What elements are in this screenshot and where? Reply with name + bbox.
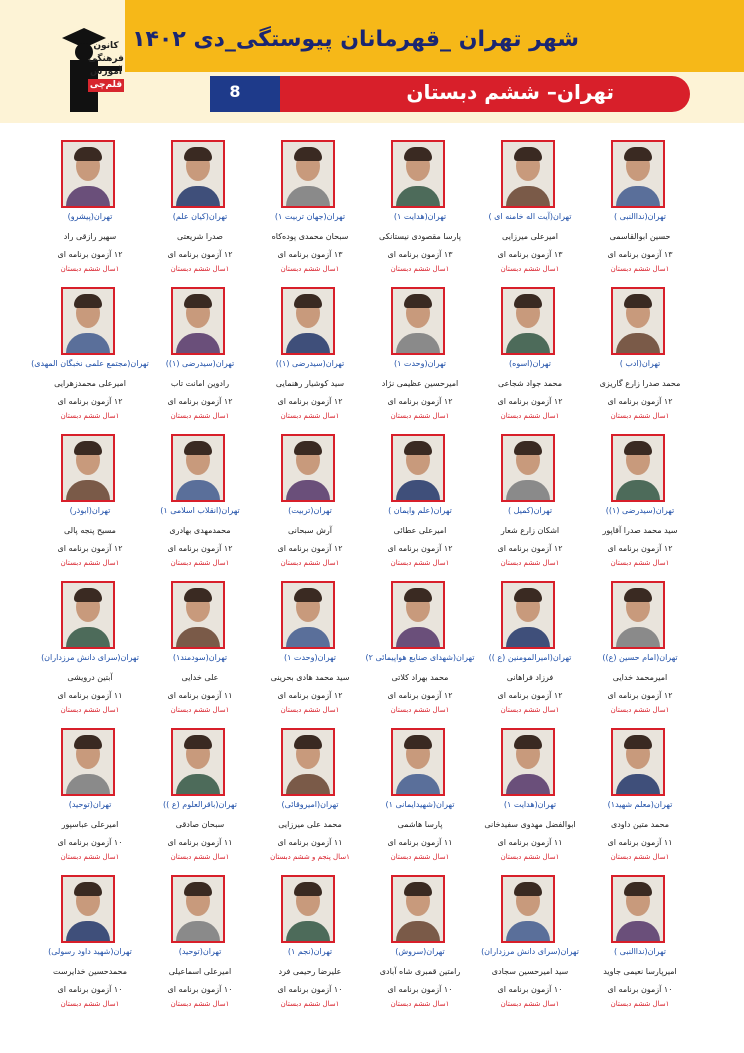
- student-name: محمد متین داودی: [610, 820, 670, 829]
- student-name: محمد بهراد کلاتی: [391, 673, 449, 682]
- logo-line: کانون: [93, 41, 119, 51]
- student-photo: [171, 728, 225, 796]
- page-number-bar: [210, 76, 280, 112]
- student-photo: [501, 434, 555, 502]
- school-name: تهران(ندا‌النبی ): [613, 212, 666, 221]
- student-photo: [281, 434, 335, 502]
- student-card: [140, 140, 260, 280]
- exam-count: ۱۲ آزمون برنامه ای: [607, 397, 673, 406]
- exam-count: ۱۲ آزمون برنامه ای: [387, 691, 453, 700]
- exam-count: ۱۲ آزمون برنامه ای: [167, 544, 233, 553]
- grade-label: ۱سال ششم دبستان: [60, 265, 120, 273]
- student-card: [30, 581, 150, 721]
- student-photo: [281, 875, 335, 943]
- grade-label: ۱سال ششم دبستان: [390, 853, 450, 861]
- grade-label: ۱سال ششم دبستان: [500, 706, 560, 714]
- student-photo: [391, 140, 445, 208]
- grade-label: ۱سال ششم دبستان: [610, 265, 670, 273]
- grade-label: ۱سال ششم دبستان: [390, 706, 450, 714]
- logo-line: فرهنگی: [88, 54, 124, 64]
- student-card: [250, 287, 370, 427]
- student-card: [360, 140, 480, 280]
- school-name: تهران(نجم ۱): [287, 947, 333, 956]
- student-card: [470, 287, 590, 427]
- grade-label: ۱سال ششم دبستان: [60, 1000, 120, 1008]
- grade-label: ۱سال ششم دبستان: [390, 1000, 450, 1008]
- school-name: تهران(پیشرو): [67, 212, 113, 221]
- student-photo: [171, 140, 225, 208]
- grade-label: ۱سال ششم دبستان: [170, 265, 230, 273]
- school-name: تهران(باقرالعلوم (ع )): [163, 800, 237, 809]
- exam-count: ۱۲ آزمون برنامه ای: [387, 544, 453, 553]
- student-photo: [501, 287, 555, 355]
- school-name: تهران(تربیت): [288, 506, 332, 515]
- student-name: امیرعلی عطائی: [393, 526, 447, 535]
- grade-label: ۱سال ششم دبستان: [390, 265, 450, 273]
- student-card: [30, 140, 150, 280]
- exam-count: ۱۳ آزمون برنامه ای: [607, 250, 673, 259]
- school-name: تهران(علم وایمان ): [388, 506, 452, 515]
- exam-count: ۱۲ آزمون برنامه ای: [497, 544, 563, 553]
- student-card: [30, 728, 150, 868]
- student-photo: [61, 875, 115, 943]
- student-name: امیرعلی محمدزهرایی: [54, 379, 126, 388]
- grade-label: ۱سال ششم دبستان: [500, 412, 560, 420]
- exam-count: ۱۰ آزمون برنامه ای: [57, 838, 123, 847]
- student-card: [360, 581, 480, 721]
- school-name: تهران(معلم شهید۱): [607, 800, 673, 809]
- student-card: [360, 434, 480, 574]
- grade-label: ۱سال ششم دبستان: [60, 706, 120, 714]
- school-name: تهران(ابوذر): [69, 506, 111, 515]
- school-name: تهران(امیرالمومنین (ع )): [488, 653, 572, 662]
- student-photo: [611, 875, 665, 943]
- student-card: [580, 581, 700, 721]
- grade-label: ۱سال ششم دبستان: [390, 412, 450, 420]
- student-card: [580, 875, 700, 1015]
- grade-label: ۱سال ششم دبستان: [610, 412, 670, 420]
- student-card: [470, 140, 590, 280]
- exam-count: ۱۲ آزمون برنامه ای: [57, 397, 123, 406]
- exam-count: ۱۳ آزمون برنامه ای: [387, 250, 453, 259]
- exam-count: ۱۰ آزمون برنامه ای: [497, 985, 563, 994]
- student-card: [580, 140, 700, 280]
- exam-count: ۱۰ آزمون برنامه ای: [57, 985, 123, 994]
- student-name: محمد علی میرزایی: [278, 820, 342, 829]
- student-name: امیرعلی اسماعیلی: [168, 967, 232, 976]
- student-photo: [171, 434, 225, 502]
- student-photo: [281, 728, 335, 796]
- exam-count: ۱۳ آزمون برنامه ای: [277, 250, 343, 259]
- exam-count: ۱۲ آزمون برنامه ای: [167, 250, 233, 259]
- student-name: رامتین قمبری شاه آبادی: [379, 967, 461, 976]
- student-photo: [501, 140, 555, 208]
- school-name: تهران(جهان تربیت ۱): [274, 212, 346, 221]
- student-name: مسیح پنجه پالی: [64, 526, 116, 535]
- exam-count: ۱۰ آزمون برنامه ای: [607, 985, 673, 994]
- student-card: [140, 875, 260, 1015]
- student-photo: [391, 287, 445, 355]
- student-card: [470, 875, 590, 1015]
- school-name: تهران(سیدرضی (۱)): [275, 359, 345, 368]
- student-name: سهیر رازقی راد: [63, 232, 117, 241]
- student-photo: [611, 581, 665, 649]
- grade-label: ۱سال ششم دبستان: [390, 559, 450, 567]
- student-name: محمد صدرا زارع گاریزی: [599, 379, 681, 388]
- grade-label: ۱سال ششم دبستان: [60, 853, 120, 861]
- student-card: [30, 434, 150, 574]
- exam-count: ۱۲ آزمون برنامه ای: [57, 544, 123, 553]
- logo-line: قلم‌چی: [89, 80, 123, 90]
- exam-count: ۱۱ آزمون برنامه ای: [497, 838, 563, 847]
- student-photo: [171, 875, 225, 943]
- student-name: سید امیرحسین سجادی: [491, 967, 569, 976]
- student-card: [470, 434, 590, 574]
- school-name: تهران(سروش): [395, 947, 445, 956]
- grade-label: ۱سال ششم دبستان: [170, 1000, 230, 1008]
- exam-count: ۱۲ آزمون برنامه ای: [277, 397, 343, 406]
- student-photo: [391, 434, 445, 502]
- student-card: [470, 728, 590, 868]
- grade-label: ۱سال ششم دبستان: [500, 559, 560, 567]
- grade-label: ۱سال ششم دبستان: [610, 706, 670, 714]
- exam-count: ۱۱ آزمون برنامه ای: [57, 691, 123, 700]
- student-name: رادوین امانت تاب: [170, 379, 230, 388]
- grade-label: ۱سال ششم دبستان: [280, 706, 340, 714]
- grade-label: ۱سال ششم دبستان: [280, 412, 340, 420]
- student-name: سید کوشیار رهنمایی: [275, 379, 345, 388]
- school-name: تهران(ادب ): [619, 359, 661, 368]
- student-name: صدرا شریعتی: [177, 232, 223, 241]
- school-name: تهران(سیدرضی (۱)): [165, 359, 235, 368]
- school-name: تهران(وحدت ۱): [393, 359, 447, 368]
- student-name: آبتین درویشی: [67, 673, 113, 682]
- student-card: [470, 581, 590, 721]
- student-name: محمدمهدی بهادری: [169, 526, 231, 535]
- school-name: تهران(اسوه): [509, 359, 551, 368]
- exam-count: ۱۱ آزمون برنامه ای: [387, 838, 453, 847]
- section-title: تهران– ششم دبستان: [406, 80, 614, 104]
- grade-label: ۱سال ششم دبستان: [170, 853, 230, 861]
- student-photo: [171, 287, 225, 355]
- student-photo: [61, 581, 115, 649]
- grade-label: ۱سال ششم دبستان: [280, 265, 340, 273]
- student-name: محمد جواد شجاعی: [498, 379, 562, 388]
- exam-count: ۱۲ آزمون برنامه ای: [497, 691, 563, 700]
- student-photo: [611, 434, 665, 502]
- grade-label: ۱سال ششم دبستان: [610, 1000, 670, 1008]
- student-name: علیرضا رحیمی فرد: [278, 967, 342, 976]
- exam-count: ۱۰ آزمون برنامه ای: [167, 985, 233, 994]
- exam-count: ۱۲ آزمون برنامه ای: [387, 397, 453, 406]
- student-name: آرش سبحانی: [287, 526, 332, 535]
- logo-line: آموزش: [90, 67, 122, 77]
- student-name: امیرعلی عباسپور: [61, 820, 119, 829]
- student-card: [140, 287, 260, 427]
- student-photo: [281, 140, 335, 208]
- school-name: تهران(سرای دانش مرزداران): [41, 653, 139, 662]
- student-photo: [61, 728, 115, 796]
- student-name: امیرعلی میرزایی: [501, 232, 559, 241]
- school-name: تهران(مجتمع علمی نخبگان المهدی): [31, 359, 149, 368]
- exam-count: ۱۲ آزمون برنامه ای: [57, 250, 123, 259]
- student-card: [250, 728, 370, 868]
- school-name: تهران(هدایت ۱): [503, 800, 557, 809]
- student-name: سید محمد صدرا آقاپور: [602, 526, 678, 535]
- logo-wordmark: [86, 40, 126, 92]
- exam-count: ۱۲ آزمون برنامه ای: [167, 397, 233, 406]
- student-card: [360, 728, 480, 868]
- student-card: [360, 287, 480, 427]
- exam-count: ۱۲ آزمون برنامه ای: [497, 397, 563, 406]
- school-name: تهران(آیت اله خامنه ای ): [488, 212, 572, 221]
- grade-label: ۱سال ششم دبستان: [500, 853, 560, 861]
- grade-label: ۱سال ششم دبستان: [610, 559, 670, 567]
- school-name: تهران(وحدت ۱): [283, 653, 337, 662]
- student-photo: [501, 728, 555, 796]
- school-name: تهران(هدایت ۱): [393, 212, 447, 221]
- exam-count: ۱۲ آزمون برنامه ای: [277, 691, 343, 700]
- student-name: پارسا هاشمی: [397, 820, 443, 829]
- student-name: سبحان صادقی: [175, 820, 225, 829]
- student-card: [250, 875, 370, 1015]
- exam-count: ۱۰ آزمون برنامه ای: [277, 985, 343, 994]
- grade-label: ۱سال ششم دبستان: [170, 412, 230, 420]
- school-name: تهران(شهیدایمانی ۱): [385, 800, 455, 809]
- grade-label: ۱سال ششم دبستان: [170, 559, 230, 567]
- student-photo: [61, 140, 115, 208]
- student-card: [580, 434, 700, 574]
- student-photo: [61, 287, 115, 355]
- student-photo: [61, 434, 115, 502]
- student-name: امیرحسین عظیمی نژاد: [381, 379, 459, 388]
- school-name: تهران(سرای دانش مرزداران): [481, 947, 579, 956]
- student-name: امیرمحمد خدایی: [612, 673, 668, 682]
- student-card: [140, 434, 260, 574]
- school-name: تهران(شهدای صنایع هواپیمائی ۲): [365, 653, 475, 662]
- student-name: امیرپارسا نعیمی جاوید: [603, 967, 677, 976]
- student-photo: [611, 287, 665, 355]
- student-photo: [391, 728, 445, 796]
- school-name: تهران(توحید): [68, 800, 112, 809]
- student-card: [250, 140, 370, 280]
- grade-label: ۱سال ششم دبستان: [60, 412, 120, 420]
- grade-label: ۱سال ششم دبستان: [500, 1000, 560, 1008]
- student-name: فرزاد فراهانی: [506, 673, 554, 682]
- grade-label: ۱سال ششم دبستان: [170, 706, 230, 714]
- page-number: 8: [229, 82, 241, 101]
- school-name: تهران(امام حسین (ع)): [602, 653, 678, 662]
- school-name: تهران(امیروقائی): [281, 800, 339, 809]
- student-card: [140, 581, 260, 721]
- student-name: محمدحسین خدایرست: [53, 967, 127, 976]
- grade-label: ۱سال ششم دبستان: [610, 853, 670, 861]
- student-card: [360, 875, 480, 1015]
- exam-count: ۱۲ آزمون برنامه ای: [607, 691, 673, 700]
- exam-count: ۱۳ آزمون برنامه ای: [497, 250, 563, 259]
- student-name: سبحان محمدی پوده‌کاه: [271, 232, 349, 241]
- school-name: تهران(سودمند۱): [172, 653, 228, 662]
- student-photo: [171, 581, 225, 649]
- exam-count: ۱۲ آزمون برنامه ای: [607, 544, 673, 553]
- exam-count: ۱۲ آزمون برنامه ای: [277, 544, 343, 553]
- grade-label: ۱سال پنجم و ششم دبستان: [270, 853, 350, 861]
- student-card: [250, 434, 370, 574]
- student-card: [580, 728, 700, 868]
- school-name: تهران(ندا‌النبی ): [613, 947, 666, 956]
- student-name: سید محمد هادی بحرینی: [270, 673, 350, 682]
- student-name: حسین ابوالقاسمی: [609, 232, 671, 241]
- school-name: تهران(توحید): [178, 947, 222, 956]
- school-name: تهران(سیدرضی (۱)): [605, 506, 675, 515]
- student-name: اشکان زارع شعار: [500, 526, 560, 535]
- grade-label: ۱سال ششم دبستان: [500, 265, 560, 273]
- school-name: تهران(کیان علم): [172, 212, 228, 221]
- student-photo: [501, 875, 555, 943]
- exam-count: ۱۱ آزمون برنامه ای: [277, 838, 343, 847]
- student-photo: [611, 140, 665, 208]
- grade-label: ۱سال ششم دبستان: [280, 1000, 340, 1008]
- student-name: پارسا مقصودی نیستانکی: [379, 232, 461, 241]
- student-photo: [281, 287, 335, 355]
- student-card: [30, 287, 150, 427]
- student-name: علی خدایی: [181, 673, 219, 682]
- exam-count: ۱۱ آزمون برنامه ای: [167, 691, 233, 700]
- grade-label: ۱سال ششم دبستان: [280, 559, 340, 567]
- student-photo: [391, 581, 445, 649]
- exam-count: ۱۱ آزمون برنامه ای: [607, 838, 673, 847]
- school-name: تهران(شهید داود رسولی): [48, 947, 132, 956]
- grade-label: ۱سال ششم دبستان: [60, 559, 120, 567]
- school-name: تهران(انقلاب اسلامی ۱): [160, 506, 240, 515]
- page-title: شهر تهران _قهرمانان پیوستگی_دی ۱۴۰۲: [132, 27, 579, 52]
- school-name: تهران(کمیل ): [507, 506, 553, 515]
- student-name: ابوالفضل مهدوی سفیدخانی: [484, 820, 576, 829]
- student-card: [580, 287, 700, 427]
- student-photo: [501, 581, 555, 649]
- exam-count: ۱۱ آزمون برنامه ای: [167, 838, 233, 847]
- student-photo: [281, 581, 335, 649]
- student-photo: [611, 728, 665, 796]
- student-card: [140, 728, 260, 868]
- student-photo: [391, 875, 445, 943]
- student-card: [30, 875, 150, 1015]
- student-card: [250, 581, 370, 721]
- exam-count: ۱۰ آزمون برنامه ای: [387, 985, 453, 994]
